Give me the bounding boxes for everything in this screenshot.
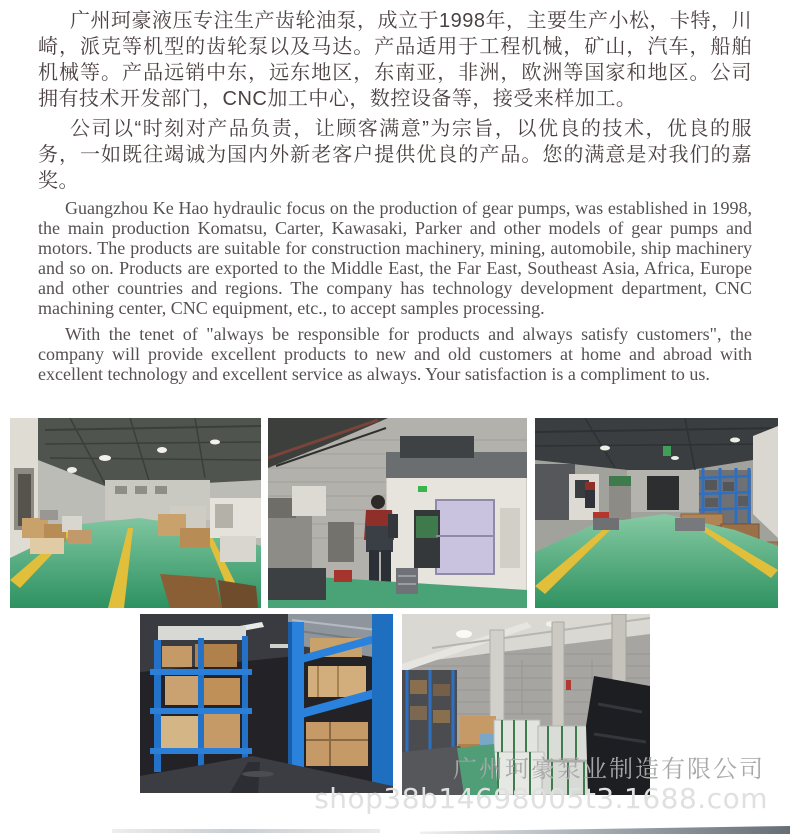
floor	[402, 744, 498, 795]
about-en-paragraph-1: Guangzhou Ke Hao hydraulic focus on the production of gear pumps, was established in 1998, the main production Komatsu, Carter, Kawasaki, Parker and other models of gear pumps and motors. The products are suitable for construction machinery, mining, automobile, ship machinery and so on. Products are exported to the Middle East, the Far East, Southeast Asia, Africa, Europe and other countries and regions. The company has technology development department, CNC machining center, CNC equipment, etc., to accept samples processing.	[38, 198, 752, 318]
warehouse-photo-blue-racking	[140, 614, 393, 793]
factory-photo-cnc-operator	[268, 418, 527, 608]
about-cn-paragraph-2: 公司以“时刻对产品负责，让顾客满意”为宗旨，以优良的技术，优良的服务，一如既往竭诚为国内外新老客户提供优良的产品。您的满意是对我们的嘉奖。	[38, 118, 752, 192]
white-box-pallets	[488, 720, 598, 795]
left-rack-boxes	[150, 626, 252, 772]
warehouse-photo-pallet-stacks	[402, 614, 650, 795]
next-section-edge-right	[420, 826, 790, 834]
watermark-shop-url: shop38b14698005t3.1688.com	[314, 782, 768, 815]
about-en-paragraph-2: With the tenet of "always be responsible for products and always satisfy customers", the company will provide excellent products to new and old customers at home and abroad with excellent technology and excellent service as always. Your satisfaction is a compliment to us.	[38, 324, 752, 384]
back-wall-doorway	[627, 470, 701, 512]
watermark-company-name: 广州珂豪泵业制造有限公司	[453, 755, 765, 783]
dark-machine-right	[586, 676, 650, 795]
factory-photo-workshop-aisle	[10, 418, 261, 608]
about-cn-paragraph-1: 广州珂豪液压专注生产齿轮油泵，成立于1998年，主要生产小松，卡特，川崎，派克等机型的齿轮泵以及马达。产品适用于工程机械，矿山，汽车，船舶机械等。产品远销中东，远东地区，东南亚，非洲，欧洲等国家和地区。公司拥有技术开发部门，CNC加工中心，数控设备等，接受来样加工。	[38, 10, 752, 110]
factory-photo-aisle-racks	[535, 418, 778, 608]
next-section-edge-left	[112, 829, 380, 833]
about-text	[38, 8, 752, 390]
left-shelf	[402, 670, 457, 752]
